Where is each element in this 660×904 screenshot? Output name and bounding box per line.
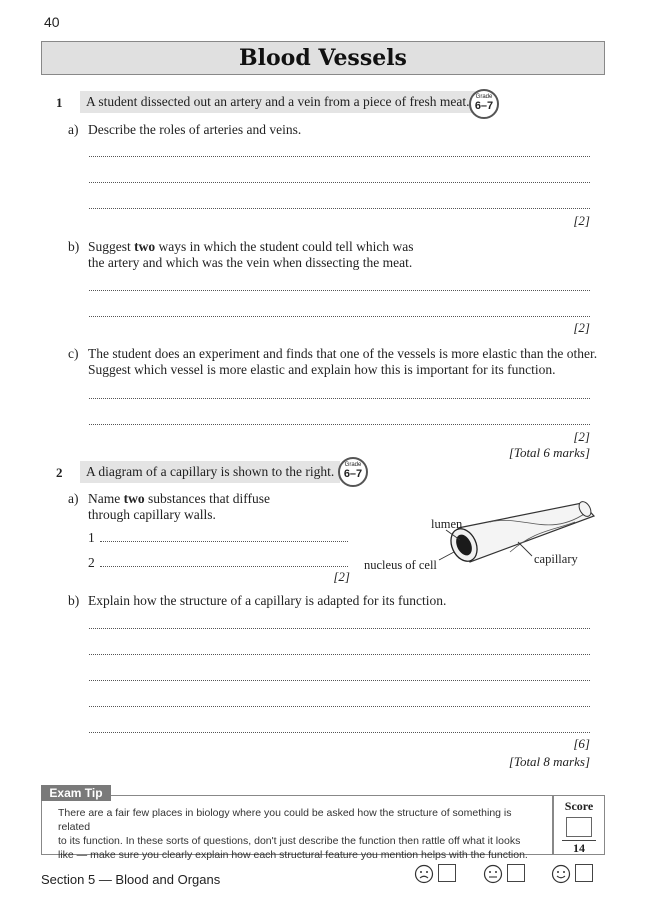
q2a-line2: through capillary walls. (88, 507, 216, 522)
q2a-line1-pre: Name (88, 491, 124, 506)
answer-line[interactable] (89, 182, 590, 183)
question-1-number: 1 (56, 95, 63, 110)
question-2-stem: A diagram of a capillary is shown to the right. (80, 461, 340, 483)
grade-badge-q1 (469, 89, 499, 119)
q2-total: [Total 8 marks] (508, 754, 590, 769)
page-title: Blood Vessels (41, 41, 605, 75)
answer-line[interactable] (89, 654, 590, 655)
score-entry-box[interactable] (566, 817, 592, 837)
answer-line[interactable] (89, 316, 590, 317)
q1b-label: b) (68, 239, 80, 254)
q2b-label: b) (68, 593, 80, 608)
capillary-pointer (518, 542, 532, 556)
answer-line[interactable] (89, 208, 590, 209)
nucleus-pointer (439, 552, 454, 560)
answer-line[interactable] (89, 398, 590, 399)
q2b-text: Explain how the structure of a capillary is adapted for its function. (88, 593, 447, 608)
answer-line[interactable] (100, 566, 348, 567)
q1b-line1-pre: Suggest (88, 239, 135, 254)
diagram-label-lumen: lumen (431, 517, 463, 531)
q1a-marks: [2] (573, 213, 590, 228)
answer-line[interactable] (89, 706, 590, 707)
q2a-line1-post: substances that diffuse (144, 491, 270, 506)
q1b-line1-bold: two (134, 239, 156, 254)
answer-line[interactable] (89, 732, 590, 733)
q1c-marks: [2] (573, 429, 590, 444)
answer-line[interactable] (100, 541, 348, 542)
q1b-line2: the artery and which was the vein when dissecting the meat. (88, 255, 413, 270)
page-number: 40 (44, 14, 60, 30)
answer-line[interactable] (89, 628, 590, 629)
q2a-label: a) (68, 491, 79, 506)
sad-face-icon (414, 864, 434, 884)
q1a-label: a) (68, 122, 79, 137)
grade-value: 6–7 (343, 468, 363, 480)
exam-tip-line-1: There are a fair few places in biology where you could be asked how the structure of something is related (58, 807, 512, 833)
q2a-line1 (88, 491, 270, 507)
answer-line[interactable] (89, 680, 590, 681)
q1c-label: c) (68, 346, 79, 361)
answer-line[interactable] (89, 290, 590, 291)
q1a-text: Describe the roles of arteries and veins. (88, 122, 302, 137)
grade-badge-q2 (338, 457, 368, 487)
q1-total: [Total 6 marks] (508, 445, 590, 460)
score-total: 14 (562, 840, 596, 856)
grade-label: Grade (475, 94, 493, 100)
q2a-marks: [2] (333, 569, 350, 584)
diagram-label-nucleus: nucleus of cell (364, 558, 437, 572)
confidence-box-high[interactable] (575, 864, 593, 882)
question-2-number: 2 (56, 465, 63, 480)
q2b-marks: [6] (573, 736, 590, 751)
section-footer: Section 5 — Blood and Organs (41, 872, 221, 887)
exam-tip-text (58, 806, 546, 862)
confidence-box-low[interactable] (438, 864, 456, 882)
grade-value: 6–7 (474, 100, 494, 112)
q2a-answer-1-number: 1 (88, 530, 95, 545)
answer-line[interactable] (89, 424, 590, 425)
score-label: Score (564, 799, 594, 813)
q1c-line1: The student does an experiment and finds that one of the vessels is more elastic than the other. (88, 346, 598, 361)
q1c-line2: Suggest which vessel is more elastic and explain how this is important for its function. (88, 362, 556, 377)
q1b-line1 (88, 239, 413, 255)
capillary-diagram (360, 500, 600, 590)
question-1-stem: A student dissected out an artery and a vein from a piece of fresh meat. (80, 91, 475, 113)
score-box (553, 795, 605, 855)
q2a-line1-bold: two (123, 491, 145, 506)
exam-tip-tag: Exam Tip (41, 785, 111, 801)
grade-label: Grade (344, 462, 362, 468)
q2a-answer-2-number: 2 (88, 555, 95, 570)
exam-tip-line-3: like — make sure you clearly explain how each structural feature you mention helps with the function. (58, 849, 528, 861)
q1b-marks: [2] (573, 320, 590, 335)
exam-tip-line-2: to its function. In these sorts of questions, don't just describe the function then rattle off what it looks (58, 835, 521, 847)
happy-face-icon (551, 864, 571, 884)
q1b-line1-post: ways in which the student could tell which was (155, 239, 414, 254)
answer-line[interactable] (89, 156, 590, 157)
neutral-face-icon (483, 864, 503, 884)
confidence-box-medium[interactable] (507, 864, 525, 882)
diagram-label-capillary: capillary (534, 552, 578, 566)
